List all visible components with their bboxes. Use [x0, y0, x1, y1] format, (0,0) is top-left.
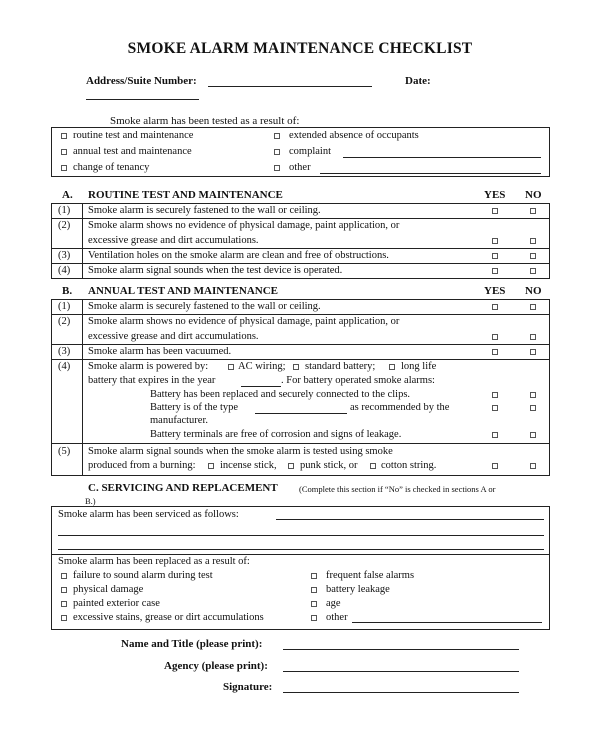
section-b-num-divider	[82, 299, 83, 476]
replaced-item-damage: physical damage	[73, 584, 144, 595]
tested-item-absence: extended absence of occupants	[289, 130, 419, 141]
tested-item-other: other	[289, 162, 311, 173]
power-option-standard: standard battery;	[305, 361, 376, 372]
battery-replaced-text: Battery has been replaced and securely connected to the clips.	[150, 389, 411, 400]
section-a-row-divider	[51, 263, 550, 264]
section-b-heading: ANNUAL TEST AND MAINTENANCE	[88, 285, 278, 297]
battery-type-label: Battery is of the type	[150, 402, 239, 413]
complaint-field[interactable]	[343, 157, 541, 158]
agency-field[interactable]	[283, 671, 519, 672]
section-b-row-text: Smoke alarm has been vacuumed.	[88, 346, 232, 357]
section-b-row2-no-checkbox[interactable]	[530, 334, 536, 340]
section-a-row-divider	[51, 218, 550, 219]
replaced-item-leakage: battery leakage	[326, 584, 390, 595]
agency-label: Agency (please print):	[164, 660, 268, 672]
section-a-row-text: Smoke alarm is securely fastened to the wall or ceiling.	[88, 205, 321, 216]
page-title: SMOKE ALARM MAINTENANCE CHECKLIST	[127, 40, 473, 57]
tested-item-routine: routine test and maintenance	[73, 130, 194, 141]
checkbox-standard-battery[interactable]	[293, 364, 299, 370]
checkbox-age[interactable]	[311, 601, 317, 607]
section-a-row1-no-checkbox[interactable]	[530, 208, 536, 214]
section-b-letter: B.	[62, 285, 73, 297]
checkbox-long-life-battery[interactable]	[389, 364, 395, 370]
section-a-row-text: Smoke alarm shows no evidence of physical damage, paint application, or	[88, 220, 400, 231]
power-source-label: Smoke alarm is powered by:	[88, 361, 209, 372]
other-field[interactable]	[320, 173, 541, 174]
battery-type-yes-checkbox[interactable]	[492, 405, 498, 411]
replaced-label: Smoke alarm has been replaced as a result of:	[58, 556, 250, 567]
name-title-field[interactable]	[283, 649, 519, 650]
checkbox-routine-test[interactable]	[61, 133, 67, 139]
checkbox-false-alarms[interactable]	[311, 573, 317, 579]
section-c-heading: C. SERVICING AND REPLACEMENT	[88, 482, 278, 494]
section-b-row1-no-checkbox[interactable]	[530, 304, 536, 310]
checkbox-complaint[interactable]	[274, 149, 280, 155]
tested-item-complaint: complaint	[289, 146, 331, 157]
tested-item-annual: annual test and maintenance	[73, 146, 192, 157]
checkbox-incense-stick[interactable]	[208, 463, 214, 469]
section-b-row-text: Smoke alarm is securely fastened to the wall or ceiling.	[88, 301, 321, 312]
section-b-row-number: (2)	[58, 316, 71, 327]
checkbox-punk-stick[interactable]	[288, 463, 294, 469]
section-b-row-divider	[51, 344, 550, 345]
checkbox-ac-wiring[interactable]	[228, 364, 234, 370]
power-option-ac: AC wiring;	[238, 361, 286, 372]
replaced-item-false-alarms: frequent false alarms	[326, 570, 415, 581]
name-title-label: Name and Title (please print):	[121, 638, 263, 650]
checkbox-physical-damage[interactable]	[61, 587, 67, 593]
section-c-note-cont: B.)	[85, 496, 96, 506]
battery-terminals-yes-checkbox[interactable]	[492, 432, 498, 438]
section-a-row1-yes-checkbox[interactable]	[492, 208, 498, 214]
section-a-row-number: (4)	[58, 265, 71, 276]
section-b-row-divider	[51, 359, 550, 360]
power-option-long-life: long life	[401, 361, 437, 372]
section-a-row-number: (2)	[58, 220, 71, 231]
replaced-item-other: other	[326, 612, 348, 623]
signature-label: Signature:	[223, 681, 273, 693]
address-field[interactable]	[208, 86, 372, 87]
replaced-item-painted: painted exterior case	[73, 598, 160, 609]
section-a-yes-header: YES	[484, 189, 506, 201]
checkbox-extended-absence[interactable]	[274, 133, 280, 139]
section-a-row-text: Ventilation holes on the smoke alarm are clean and free of obstructions.	[88, 250, 389, 261]
section-a-row-text: excessive grease and dirt accumulations.	[88, 235, 259, 246]
tested-item-tenancy: change of tenancy	[73, 162, 150, 173]
battery-replaced-no-checkbox[interactable]	[530, 392, 536, 398]
smoke-source-label: produced from a burning:	[88, 460, 196, 471]
section-b-row2-yes-checkbox[interactable]	[492, 334, 498, 340]
replaced-item-age: age	[326, 598, 341, 609]
battery-operated-label: . For battery operated smoke alarms:	[281, 375, 435, 386]
battery-recommended-text: as recommended by the	[350, 402, 450, 413]
battery-terminals-no-checkbox[interactable]	[530, 432, 536, 438]
section-a-no-header: NO	[525, 189, 542, 201]
section-b-yes-header: YES	[484, 285, 506, 297]
serviced-details-field-2[interactable]	[58, 535, 544, 536]
section-a-num-divider	[82, 203, 83, 279]
section-a-row-number: (3)	[58, 250, 71, 261]
section-b-row-text: Smoke alarm shows no evidence of physical damage, paint application, or	[88, 316, 400, 327]
section-a-row3-yes-checkbox[interactable]	[492, 253, 498, 259]
battery-type-field[interactable]	[255, 413, 347, 414]
section-b-row3-no-checkbox[interactable]	[530, 349, 536, 355]
section-b-row3-yes-checkbox[interactable]	[492, 349, 498, 355]
section-b-no-header: NO	[525, 285, 542, 297]
section-b-row-number: (4)	[58, 361, 71, 372]
section-a-row3-no-checkbox[interactable]	[530, 253, 536, 259]
checkbox-cotton-string[interactable]	[370, 463, 376, 469]
serviced-label: Smoke alarm has been serviced as follows:	[58, 509, 239, 520]
smoke-option-cotton: cotton string.	[381, 460, 437, 471]
section-c-note: (Complete this section if “No” is checked in sections A or	[299, 484, 496, 494]
section-b-row-divider	[51, 314, 550, 315]
section-b-row-divider	[51, 443, 550, 444]
battery-type-no-checkbox[interactable]	[530, 405, 536, 411]
date-field[interactable]	[86, 99, 199, 100]
checkbox-excessive-stains[interactable]	[61, 615, 67, 621]
smoke-option-punk: punk stick, or	[300, 460, 358, 471]
section-a-row-number: (1)	[58, 205, 71, 216]
checkbox-change-tenancy[interactable]	[61, 165, 67, 171]
battery-replaced-yes-checkbox[interactable]	[492, 392, 498, 398]
checkbox-other[interactable]	[274, 165, 280, 171]
smoke-option-incense: incense stick,	[220, 460, 277, 471]
checkbox-annual-test[interactable]	[61, 149, 67, 155]
replaced-other-field[interactable]	[352, 622, 542, 623]
signature-field[interactable]	[283, 692, 519, 693]
replaced-item-failure: failure to sound alarm during test	[73, 570, 213, 581]
section-a-row-divider	[51, 248, 550, 249]
battery-manufacturer-text: manufacturer.	[150, 415, 209, 426]
section-a-row2-yes-checkbox[interactable]	[492, 238, 498, 244]
section-b-row-text: excessive grease and dirt accumulations.	[88, 331, 259, 342]
section-b-row1-yes-checkbox[interactable]	[492, 304, 498, 310]
address-label: Address/Suite Number:	[86, 75, 197, 87]
checkbox-battery-leakage[interactable]	[311, 587, 317, 593]
section-a-row2-no-checkbox[interactable]	[530, 238, 536, 244]
checkbox-replaced-other[interactable]	[311, 615, 317, 621]
battery-expiry-year-field[interactable]	[241, 386, 281, 387]
checkbox-failure-to-sound[interactable]	[61, 573, 67, 579]
section-b-row5-no-checkbox[interactable]	[530, 463, 536, 469]
replaced-item-stains: excessive stains, grease or dirt accumulations	[73, 612, 264, 623]
section-a-row4-yes-checkbox[interactable]	[492, 268, 498, 274]
section-b-row-number: (1)	[58, 301, 71, 312]
section-a-row4-no-checkbox[interactable]	[530, 268, 536, 274]
section-b-row-number: (5)	[58, 446, 71, 457]
section-a-row-text: Smoke alarm signal sounds when the test device is operated.	[88, 265, 343, 276]
serviced-details-field[interactable]	[276, 519, 544, 520]
section-a-heading: ROUTINE TEST AND MAINTENANCE	[88, 189, 283, 201]
date-label: Date:	[405, 75, 431, 87]
section-c-divider	[51, 554, 550, 555]
section-a-letter: A.	[62, 189, 73, 201]
section-b-row5-yes-checkbox[interactable]	[492, 463, 498, 469]
tested-heading: Smoke alarm has been tested as a result of:	[110, 115, 300, 127]
section-b-row-number: (3)	[58, 346, 71, 357]
battery-expiry-label: battery that expires in the year	[88, 375, 216, 386]
serviced-details-field-3[interactable]	[58, 549, 544, 550]
battery-terminals-text: Battery terminals are free of corrosion and signs of leakage.	[150, 429, 402, 440]
checkbox-painted-case[interactable]	[61, 601, 67, 607]
section-b-row-text: Smoke alarm signal sounds when the smoke alarm is tested using smoke	[88, 446, 393, 457]
